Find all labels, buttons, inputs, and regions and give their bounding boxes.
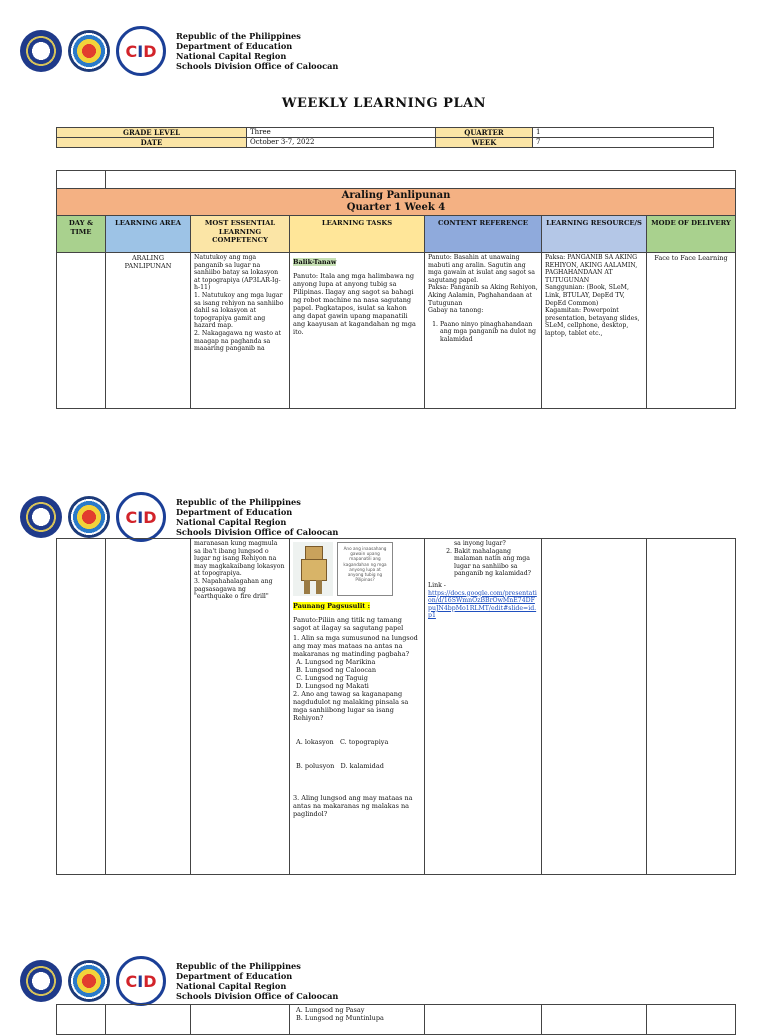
col-header-content-reference: CONTENT REFERENCE — [425, 216, 542, 253]
quarter-week: Quarter 1 Week 4 — [346, 202, 446, 213]
competency-cell — [191, 1005, 290, 1035]
mode-of-delivery-cell — [647, 539, 736, 875]
letterhead-text — [176, 961, 338, 1002]
cid-logo: C I D — [116, 956, 166, 1006]
col-header-mode-of-delivery: MODE OF DELIVERY — [647, 216, 736, 253]
competency-cell — [191, 539, 290, 875]
col-header-learning-area: LEARNING AREA — [106, 216, 191, 253]
content-reference-cell — [425, 253, 542, 409]
quarter-label: QUARTER — [436, 128, 533, 138]
header-line: Department of Education — [176, 40, 293, 51]
ncr-seal-logo — [68, 30, 110, 72]
blank-cell — [106, 171, 736, 189]
logo-group — [20, 492, 166, 542]
ncr-seal-logo — [68, 960, 110, 1002]
deped-seal-logo — [20, 960, 62, 1002]
quarter-value: 1 — [533, 128, 714, 138]
week-label: WEEK — [436, 138, 533, 148]
learning-tasks-cell — [290, 253, 425, 409]
reference-question: 1. Paano ninyo pinaghahandaan ang mga panganib na dulot ng kalamidad — [440, 321, 538, 344]
header-line: Republic of the Philippines — [176, 30, 301, 41]
competency-text: Natutukoy ang mga panganib sa lugar na sanhiibo batay sa lokasyon at topograpiya (AP3LAR-Ig-h-11) — [194, 254, 281, 292]
plan-table-continued — [56, 538, 736, 875]
header-line: National Capital Region — [176, 981, 287, 991]
task-heading: Paunang Pagsusulit : — [293, 602, 370, 610]
logo-group — [20, 26, 166, 76]
header-line: Schools Division Office of Caloocan — [176, 61, 339, 72]
header-line: National Capital Region — [176, 517, 287, 527]
reference-text: sa inyong lugar? — [454, 540, 506, 547]
date-label: DATE — [57, 138, 247, 148]
header-line: Schools Division Office of Caloocan — [176, 991, 339, 1002]
deped-seal-logo — [20, 496, 62, 538]
cid-logo: C I D — [116, 492, 166, 542]
resource-sanggunian: Sanggunian: (Book, SLeM, Link, BTULAY, DepEd TV, DepEd Common) — [545, 284, 629, 307]
info-table — [56, 127, 714, 148]
learning-tasks-cell — [290, 539, 425, 875]
task-text: Panuto: Itala ang mga halimbawa ng anyong lupa at anyong tubig sa Pilipinas. Ilagay ang sagot sa bahagi ng robot machine na nasa sagutang papel. Pagkatapos, isulat sa kahon ang dapat gawin upang mapanatili ang kaayusan at kagandahan ng mga ito. — [293, 272, 416, 336]
competency-text: 1. Natutukoy ang mga lugar sa isang rehiyon na sanhiibo dahil sa lokasyon at topograpiya gamit ang hazard map. — [194, 291, 284, 330]
cid-logo: C I D — [116, 26, 166, 76]
learning-area-cell: ARALING PANLIPUNAN — [106, 253, 191, 409]
week-value: 7 — [533, 138, 714, 148]
learning-resources-cell — [542, 253, 647, 409]
quiz-option: C. Lungsod ng Taguig — [296, 674, 368, 682]
header-line: Republic of the Philippines — [176, 496, 301, 507]
learning-area-cell — [106, 1005, 191, 1035]
day-time-cell — [57, 253, 106, 409]
quiz-option: A. lokasyon C. topograpiya — [296, 738, 389, 746]
quiz-option: A. Lungsod ng Pasay — [296, 1006, 365, 1014]
deped-seal-logo — [20, 30, 62, 72]
quiz-question: 1. Alin sa mga sumusunod na lungsod ang may mas mataas na antas na makaranas ng matinding pagbaha? — [293, 634, 418, 658]
plan-table — [56, 170, 736, 409]
quiz-option: A. Lungsod ng Marikina — [296, 658, 376, 666]
mode-of-delivery-cell — [647, 1005, 736, 1035]
learning-resources-cell — [542, 1005, 647, 1035]
grade-level-value: Three — [247, 128, 436, 138]
competency-text: 3. Napahahalagahan ang pagsasagawa ng "earthquake o fire drill" — [194, 577, 273, 601]
blank-cell — [57, 171, 106, 189]
ncr-seal-logo — [68, 496, 110, 538]
col-header-competency: MOST ESSENTIAL LEARNING COMPETENCY — [191, 216, 290, 253]
letterhead-text — [176, 497, 338, 538]
col-header-learning-resources: LEARNING RESOURCE/S — [542, 216, 647, 253]
header-line: National Capital Region — [176, 51, 287, 61]
letterhead — [20, 956, 338, 1006]
letterhead — [20, 26, 338, 76]
day-time-cell — [57, 539, 106, 875]
reference-gabay: Gabay na tanong: — [428, 307, 484, 315]
subject-band — [57, 189, 736, 216]
mode-of-delivery-cell: Face to Face Learning — [647, 253, 736, 409]
task-heading: Balik-Tanaw — [293, 258, 337, 266]
reference-text: Panuto: Basahin at unawaing mabuti ang aralin. Sagutin ang mga gawain at isulat ang sagot sa sagutang papel. — [428, 254, 535, 284]
letterhead — [20, 492, 338, 542]
col-header-learning-tasks: LEARNING TASKS — [290, 216, 425, 253]
link-label: Link - — [428, 581, 446, 589]
competency-cell — [191, 253, 290, 409]
letterhead-text — [176, 31, 338, 72]
quiz-option: B. Lungsod ng Caloocan — [296, 666, 377, 674]
plan-table-continued-2 — [56, 1004, 736, 1035]
learning-tasks-cell — [290, 1005, 425, 1035]
day-time-cell — [57, 1005, 106, 1035]
robot-instruction-box: Ano ang inaasahang gawain upang mapanatili ang kagandahan ng mga anyong lupa at anyong tubig ng Pilipinas? — [337, 542, 393, 596]
subject-title: Araling Panlipunan — [341, 190, 451, 201]
header-line: Department of Education — [176, 970, 293, 981]
presentation-link[interactable]: https://docs.google.com/presentation/d/16SWmnOzBBrOwMnE74DFpuJN4bpMo1RLMT/edit#slide=id.p1 — [428, 589, 537, 620]
date-value: October 3-7, 2022 — [247, 138, 436, 148]
logo-group — [20, 956, 166, 1006]
quiz-question: 3. Aling lungsod ang may mataas na antas na makaranas ng malakas na paglindol? — [293, 794, 413, 818]
quiz-question: 2. Ano ang tawag sa kaganapang nagdudulot ng malaking pinsala sa mga sanhiibong lugar sa isang Rehiyon? — [293, 690, 409, 722]
content-reference-cell — [425, 539, 542, 875]
learning-resources-cell — [542, 539, 647, 875]
page-title: WEEKLY LEARNING PLAN — [281, 96, 487, 111]
robot-machine-illustration — [293, 542, 333, 596]
competency-text: maranasan kung magmula sa iba't ibang lungsod o lugar ng isang Rehiyon na may magkakaibang lokasyon at topograpiya. — [194, 540, 285, 578]
header-line: Republic of the Philippines — [176, 960, 301, 971]
resource-kagamitan: Kagamitan: Powerpoint presentation, betayang slides, SLeM, cellphone, desktop, laptop, tablet etc., — [545, 307, 640, 337]
learning-area-cell — [106, 539, 191, 875]
content-reference-cell — [425, 1005, 542, 1035]
competency-text: 2. Nakagagawa ng wasto at maagap na paghanda sa maaaring panganib na — [194, 329, 282, 353]
quiz-option: D. Lungsod ng Makati — [296, 682, 369, 690]
reference-paksa: Paksa: Panganib sa Aking Rehiyon, Aking Aalamin, Paghahandaan at Tutugunan — [428, 284, 538, 307]
quiz-option: B. Lungsod ng Muntinlupa — [296, 1014, 384, 1022]
header-line: Department of Education — [176, 506, 293, 517]
resource-paksa: Paksa: PANGANIB SA AKING REHIYON, AKING AALAMIN, PAGHAHANDAAN AT TUTUGUNAN — [545, 254, 638, 284]
task-instruction: Panuto:Piliin ang titik ng tamang sagot at ilagay sa sagutang papel — [293, 616, 404, 632]
robot-activity-image — [293, 542, 421, 596]
col-header-day-time: DAY & TIME — [57, 216, 106, 253]
reference-question: 2. Bakit mahalagang malaman natin ang mga lugar na sanhiibo sa panganib ng kalamidad? — [454, 548, 538, 578]
grade-level-label: GRADE LEVEL — [57, 128, 247, 138]
header-line: Schools Division Office of Caloocan — [176, 527, 339, 538]
quiz-option: B. polusyon D. kalamidad — [296, 762, 384, 770]
